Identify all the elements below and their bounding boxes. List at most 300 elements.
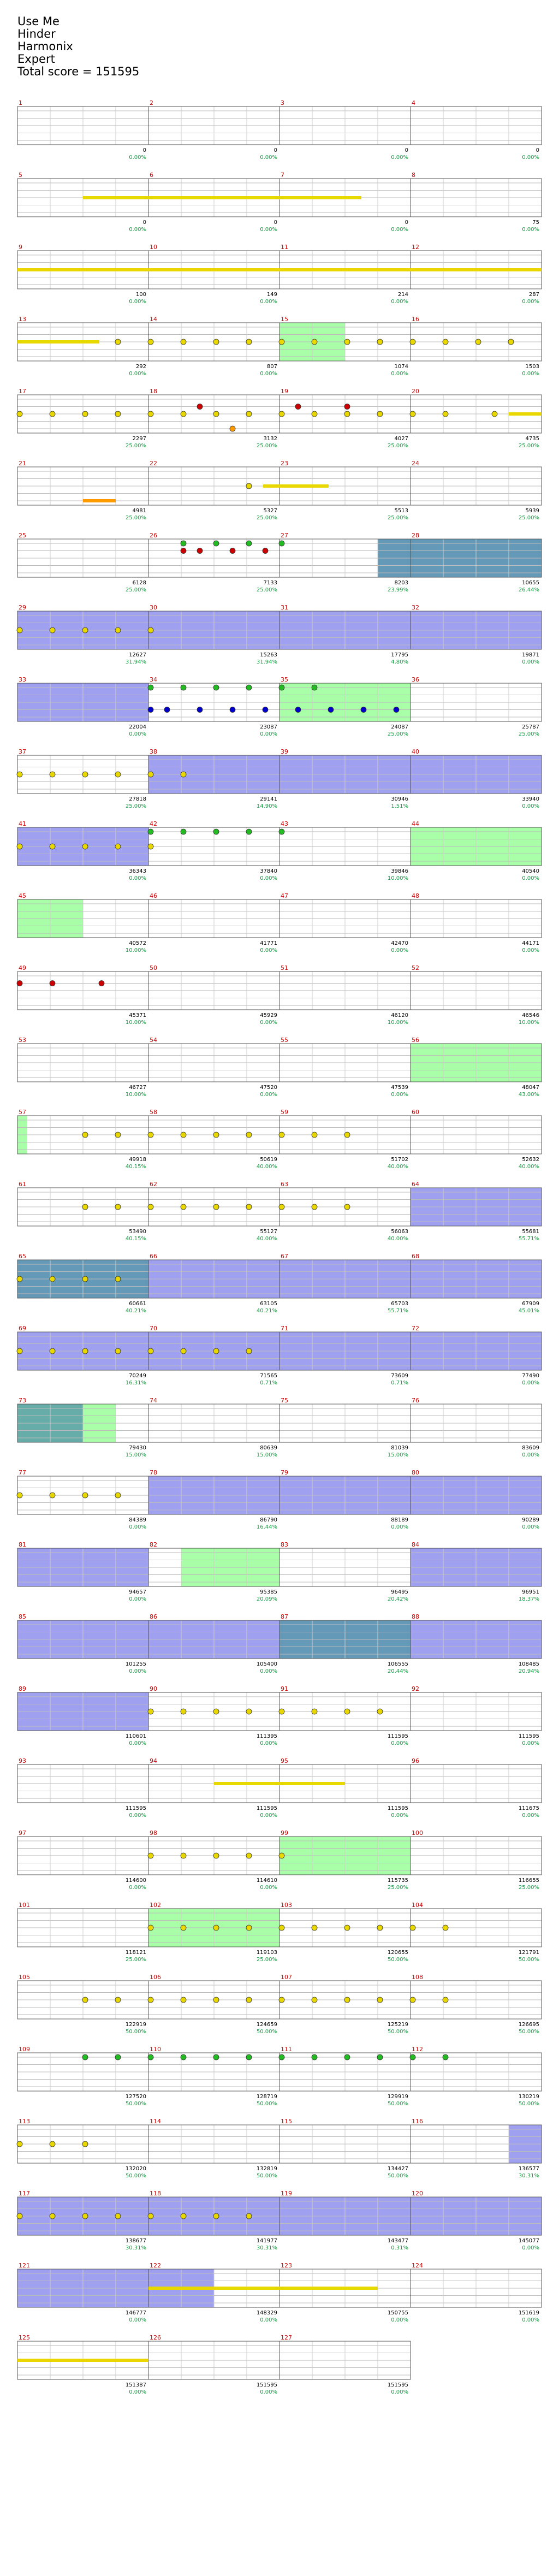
note-gem: [50, 627, 55, 633]
sustain-bar: [509, 412, 525, 416]
measure-percent: 15.00%: [125, 1452, 146, 1458]
note-gem: [181, 1997, 186, 2003]
measure-score: 118121: [125, 1950, 146, 1956]
sustain-bar: [296, 484, 312, 488]
sustain-bar: [132, 196, 148, 199]
measure-number: 99: [281, 1829, 288, 1837]
measure-percent: 0.00%: [391, 948, 408, 954]
measure-number: 28: [412, 532, 419, 539]
measure-score: 292: [135, 364, 146, 370]
measure-percent: 0.00%: [522, 875, 539, 881]
measure-percent: 50.00%: [387, 2029, 408, 2035]
measure-score: 0: [405, 220, 408, 226]
note-gem: [344, 339, 350, 345]
measure-percent: 50.00%: [125, 2029, 146, 2035]
sustain-bar: [132, 2359, 148, 2362]
measure-number: 40: [412, 748, 419, 755]
measure-number: 36: [412, 676, 419, 683]
measure-percent: 0.00%: [260, 1885, 277, 1891]
note-gem: [344, 404, 350, 410]
sustain-bar: [116, 268, 132, 271]
measure-number: 3: [281, 99, 284, 106]
sustain-bar: [263, 484, 280, 488]
measure-percent: 0.00%: [391, 1740, 408, 1746]
note-gem: [82, 1276, 88, 1282]
measure-score: 60661: [129, 1301, 146, 1307]
sustain-bar: [214, 2287, 230, 2290]
measure-score: 214: [397, 292, 408, 298]
note-gem: [312, 339, 317, 345]
sustain-bar: [67, 2359, 83, 2362]
measure-percent: 26.44%: [518, 587, 539, 593]
sustain-bar: [263, 1782, 280, 1785]
measure-number: 105: [19, 1974, 30, 1981]
measure-percent: 0.00%: [129, 1885, 146, 1891]
measure-number: 53: [19, 1037, 26, 1044]
measure-number: 82: [150, 1541, 157, 1548]
note-gem: [181, 411, 186, 417]
measure-score: 47539: [391, 1085, 408, 1091]
measure-score: 807: [266, 364, 277, 370]
measure-number: 58: [150, 1109, 157, 1116]
sustain-bar: [67, 268, 83, 271]
sustain-bar: [50, 268, 67, 271]
note-gem: [377, 2054, 383, 2060]
note-gem: [99, 981, 104, 986]
measure-percent: 25.00%: [125, 443, 146, 449]
note-gem: [82, 2213, 88, 2219]
measure-percent: 25.00%: [518, 731, 539, 737]
note-gem: [197, 548, 203, 554]
note-gem: [279, 2054, 284, 2060]
measure-number: 79: [281, 1469, 288, 1476]
note-gem: [263, 548, 268, 554]
note-gem: [246, 1925, 252, 1930]
sustain-bar: [361, 2287, 378, 2290]
measure-percent: 50.00%: [387, 2173, 408, 2179]
measure-percent: 0.00%: [129, 2317, 146, 2323]
sustain-bar: [525, 412, 542, 416]
note-gem: [115, 1348, 121, 1354]
measure-score: 63105: [260, 1301, 277, 1307]
sustain-bar: [509, 268, 525, 271]
measure-number: 113: [19, 2118, 30, 2125]
measure-number: 95: [281, 1757, 288, 1764]
measure-score: 121791: [518, 1950, 539, 1956]
measure-number: 83: [281, 1541, 288, 1548]
sustain-bar: [34, 268, 50, 271]
sustain-bar: [165, 268, 181, 271]
note-gem: [17, 1493, 22, 1498]
measure-number: 123: [281, 2262, 292, 2269]
note-gem: [181, 541, 186, 546]
measure-score: 50619: [260, 1157, 277, 1163]
measure-number: 100: [412, 1829, 423, 1837]
measure-number: 32: [412, 604, 419, 611]
measure-number: 24: [412, 460, 419, 467]
measure-score: 1074: [394, 364, 408, 370]
measure-percent: 0.00%: [260, 2317, 277, 2323]
measure-percent: 0.00%: [522, 227, 539, 233]
measure-percent: 10.00%: [125, 1092, 146, 1098]
measure-percent: 0.00%: [260, 1740, 277, 1746]
sustain-bar: [132, 268, 148, 271]
measure-percent: 0.00%: [260, 1020, 277, 1026]
sustain-bar: [394, 268, 411, 271]
note-gem: [17, 981, 22, 986]
note-gem: [213, 1204, 219, 1210]
note-gem: [246, 1853, 252, 1858]
measure-number: 66: [150, 1253, 157, 1260]
sustain-bar: [116, 196, 132, 199]
measure-score: 52632: [522, 1157, 539, 1163]
note-gem: [213, 411, 219, 417]
sustain-bar: [296, 1782, 312, 1785]
note-gem: [181, 772, 186, 777]
measure-percent: 0.00%: [260, 299, 277, 305]
note-gem: [246, 2054, 252, 2060]
measure-score: 111595: [518, 1733, 539, 1739]
sustain-bar: [247, 196, 263, 199]
measure-score: 130219: [518, 2094, 539, 2100]
measure-number: 97: [19, 1829, 26, 1837]
measure-score: 51702: [391, 1157, 408, 1163]
note-gem: [312, 1204, 317, 1210]
measure-score: 122919: [125, 2022, 146, 2028]
note-gem: [148, 627, 153, 633]
sustain-bar: [427, 268, 443, 271]
measure-percent: 0.00%: [260, 948, 277, 954]
note-gem: [377, 1997, 383, 2003]
measure-score: 79430: [129, 1445, 146, 1451]
measure-score: 5939: [525, 508, 539, 514]
note-gem: [213, 1853, 219, 1858]
measure-number: 54: [150, 1037, 157, 1044]
measure-score: 116655: [518, 1878, 539, 1884]
measure-number: 84: [412, 1541, 419, 1548]
measure-score: 132020: [125, 2166, 146, 2172]
measure-score: 287: [528, 292, 539, 298]
measure-number: 108: [412, 1974, 423, 1981]
measure-number: 65: [19, 1253, 26, 1260]
note-gem: [82, 772, 88, 777]
note-gem: [115, 1204, 121, 1210]
note-gem: [50, 1276, 55, 1282]
note-gem: [181, 829, 186, 834]
note-gem: [148, 844, 153, 849]
note-gem: [279, 1204, 284, 1210]
sustain-bar: [181, 268, 198, 271]
measure-number: 26: [150, 532, 157, 539]
measure-percent: 50.00%: [387, 1957, 408, 1963]
sustain-bar: [280, 268, 296, 271]
measure-number: 124: [412, 2262, 423, 2269]
measure-number: 55: [281, 1037, 288, 1044]
note-gem: [246, 541, 252, 546]
measure-number: 25: [19, 532, 26, 539]
measure-number: 70: [150, 1325, 157, 1332]
measure-number: 118: [150, 2190, 161, 2197]
note-gem: [508, 339, 514, 345]
measure-percent: 0.00%: [522, 1813, 539, 1819]
note-gem: [246, 829, 252, 834]
sustain-bar: [83, 196, 99, 199]
note-gem: [279, 1853, 284, 1858]
measure-percent: 30.31%: [256, 2245, 277, 2251]
note-gem: [197, 707, 203, 713]
sustain-bar: [83, 499, 99, 502]
measure-percent: 0.00%: [522, 371, 539, 377]
measure-percent: 0.00%: [391, 1813, 408, 1819]
measure-number: 92: [412, 1685, 419, 1692]
measure-number: 29: [19, 604, 26, 611]
note-gem: [115, 2213, 121, 2219]
measure-percent: 50.00%: [518, 1957, 539, 1963]
measure-percent: 31.94%: [125, 659, 146, 665]
note-gem: [17, 1276, 22, 1282]
measure-score: 37840: [260, 868, 277, 874]
measure-number: 60: [412, 1109, 419, 1116]
sustain-bar: [99, 499, 116, 502]
measure-number: 117: [19, 2190, 30, 2197]
measure-percent: 25.00%: [125, 803, 146, 809]
measure-number: 9: [19, 244, 22, 251]
measure-score: 71565: [260, 1373, 277, 1379]
measure-percent: 0.00%: [129, 1813, 146, 1819]
measure-percent: 25.00%: [256, 515, 277, 521]
sustain-bar: [312, 268, 329, 271]
measure-percent: 25.00%: [125, 587, 146, 593]
measure-percent: 25.00%: [125, 1957, 146, 1963]
measure-score: 143477: [387, 2238, 408, 2244]
measure-number: 5: [19, 171, 22, 179]
sustain-bar: [263, 268, 280, 271]
measure-number: 115: [281, 2118, 292, 2125]
sustain-bar: [460, 268, 476, 271]
measure-score: 56063: [391, 1229, 408, 1235]
measure-percent: 0.00%: [522, 948, 539, 954]
sustain-bar: [329, 268, 345, 271]
measure-number: 17: [19, 388, 26, 395]
measure-score: 30946: [391, 796, 408, 802]
measure-percent: 0.00%: [260, 227, 277, 233]
measure-score: 46120: [391, 1012, 408, 1018]
note-gem: [213, 339, 219, 345]
note-gem: [197, 404, 203, 410]
measure-percent: 43.00%: [518, 1092, 539, 1098]
note-gem: [312, 1132, 317, 1138]
measure-number: 85: [19, 1613, 26, 1620]
sustain-bar: [296, 268, 312, 271]
measure-score: 94657: [129, 1589, 146, 1595]
measure-percent: 20.94%: [518, 1668, 539, 1674]
measure-percent: 0.00%: [260, 1668, 277, 1674]
sustain-bar: [345, 2287, 361, 2290]
measure-number: 37: [19, 748, 26, 755]
note-gem: [148, 685, 153, 690]
measure-number: 88: [412, 1613, 419, 1620]
measure-score: 4735: [525, 436, 539, 442]
note-gem: [115, 411, 121, 417]
sustain-bar: [214, 268, 230, 271]
measure-score: 84389: [129, 1517, 146, 1523]
measure-score: 151595: [387, 2382, 408, 2388]
note-gem: [181, 685, 186, 690]
note-gem: [246, 2213, 252, 2219]
measure-score: 25787: [522, 724, 539, 730]
measure-number: 52: [412, 964, 419, 972]
note-gem: [50, 411, 55, 417]
measure-score: 111595: [125, 1805, 146, 1811]
measure-score: 80639: [260, 1445, 277, 1451]
measure-score: 136577: [518, 2166, 539, 2172]
measure-percent: 1.51%: [391, 803, 408, 809]
note-gem: [410, 1925, 415, 1930]
note-gem: [82, 627, 88, 633]
note-gem: [115, 844, 121, 849]
measure-percent: 50.00%: [518, 2029, 539, 2035]
note-gem: [148, 2213, 153, 2219]
sustain-bar: [99, 268, 116, 271]
measure-score: 1503: [525, 364, 539, 370]
measure-percent: 15.00%: [256, 1452, 277, 1458]
sustain-bar: [378, 268, 394, 271]
measure-number: 20: [412, 388, 419, 395]
measure-number: 49: [19, 964, 26, 972]
song-title: Use Me: [17, 15, 60, 28]
measure-percent: 20.09%: [256, 1596, 277, 1602]
measure-percent: 0.00%: [129, 1596, 146, 1602]
note-gem: [246, 411, 252, 417]
note-gem: [148, 1348, 153, 1354]
sustain-bar: [296, 196, 312, 199]
measure-score: 12627: [129, 652, 146, 658]
measure-number: 1: [19, 99, 22, 106]
measure-percent: 10.00%: [387, 1020, 408, 1026]
measure-score: 44171: [522, 940, 539, 946]
note-gem: [164, 707, 170, 713]
measure-percent: 23.99%: [387, 587, 408, 593]
measure-score: 119103: [256, 1950, 277, 1956]
measure-number: 18: [150, 388, 157, 395]
measure-percent: 0.00%: [260, 875, 277, 881]
measure-score: 111595: [387, 1805, 408, 1811]
note-gem: [246, 1709, 252, 1714]
measure-score: 124659: [256, 2022, 277, 2028]
measure-score: 70249: [129, 1373, 146, 1379]
note-gem: [115, 1493, 121, 1498]
measure-score: 45929: [260, 1012, 277, 1018]
measure-percent: 25.00%: [256, 587, 277, 593]
measure-score: 46546: [522, 1012, 539, 1018]
note-gem: [279, 339, 284, 345]
measure-number: 31: [281, 604, 288, 611]
sustain-bar: [181, 196, 198, 199]
note-gem: [279, 1925, 284, 1930]
measure-number: 23: [281, 460, 288, 467]
measure-percent: 0.00%: [129, 371, 146, 377]
measure-score: 17795: [391, 652, 408, 658]
measure-percent: 40.15%: [125, 1164, 146, 1170]
sustain-bar: [165, 2287, 181, 2290]
measure-percent: 0.00%: [129, 731, 146, 737]
sustain-bar: [443, 268, 460, 271]
note-gem: [410, 1997, 415, 2003]
measure-number: 2: [150, 99, 153, 106]
measure-percent: 0.00%: [522, 1452, 539, 1458]
measure-score: 5327: [263, 508, 277, 514]
measure-score: 55681: [522, 1229, 539, 1235]
measure-percent: 0.00%: [391, 2389, 408, 2395]
sustain-bar: [280, 2287, 296, 2290]
note-gem: [246, 1997, 252, 2003]
note-gem: [377, 1709, 383, 1714]
measure-percent: 40.00%: [387, 1236, 408, 1242]
measure-percent: 15.00%: [387, 1452, 408, 1458]
measure-score: 75: [532, 220, 539, 226]
note-gem: [377, 411, 383, 417]
measure-percent: 0.31%: [391, 2245, 408, 2251]
measure-percent: 0.00%: [260, 2389, 277, 2395]
sustain-bar: [312, 2287, 329, 2290]
measure-score: 0: [536, 147, 539, 153]
measure-score: 3132: [263, 436, 277, 442]
measure-percent: 10.00%: [518, 1020, 539, 1026]
sustain-bar: [345, 196, 361, 199]
measure-score: 40540: [522, 868, 539, 874]
measure-percent: 25.00%: [387, 515, 408, 521]
note-gem: [492, 411, 497, 417]
note-gem: [246, 1132, 252, 1138]
measure-score: 49918: [129, 1157, 146, 1163]
measure-score: 81039: [391, 1445, 408, 1451]
measure-percent: 16.31%: [125, 1380, 146, 1386]
total-score: Total score = 151595: [17, 65, 140, 78]
measure-percent: 50.00%: [256, 2029, 277, 2035]
measure-percent: 40.00%: [256, 1164, 277, 1170]
note-gem: [82, 1348, 88, 1354]
note-gem: [17, 2213, 22, 2219]
measure-percent: 50.00%: [256, 2173, 277, 2179]
measure-number: 114: [150, 2118, 161, 2125]
measure-score: 149: [266, 292, 277, 298]
note-gem: [181, 1853, 186, 1858]
note-gem: [17, 1348, 22, 1354]
measure-number: 96: [412, 1757, 419, 1764]
measure-percent: 40.00%: [518, 1164, 539, 1170]
measure-score: 77490: [522, 1373, 539, 1379]
note-gem: [115, 627, 121, 633]
measure-number: 8: [412, 171, 415, 179]
note-gem: [148, 2054, 153, 2060]
measure-score: 141977: [256, 2238, 277, 2244]
measure-percent: 0.00%: [391, 227, 408, 233]
note-gem: [82, 2141, 88, 2147]
measure-percent: 55.71%: [387, 1308, 408, 1314]
note-gem: [344, 2054, 350, 2060]
note-gem: [475, 339, 481, 345]
note-gem: [17, 411, 22, 417]
sustain-bar: [280, 484, 296, 488]
note-gem: [213, 685, 219, 690]
sustain-bar: [198, 196, 214, 199]
measure-percent: 25.00%: [518, 515, 539, 521]
measure-score: 111595: [387, 1733, 408, 1739]
note-gem: [443, 2054, 448, 2060]
sustain-bar: [34, 340, 50, 344]
measure-number: 106: [150, 1974, 161, 1981]
note-gem: [181, 2054, 186, 2060]
